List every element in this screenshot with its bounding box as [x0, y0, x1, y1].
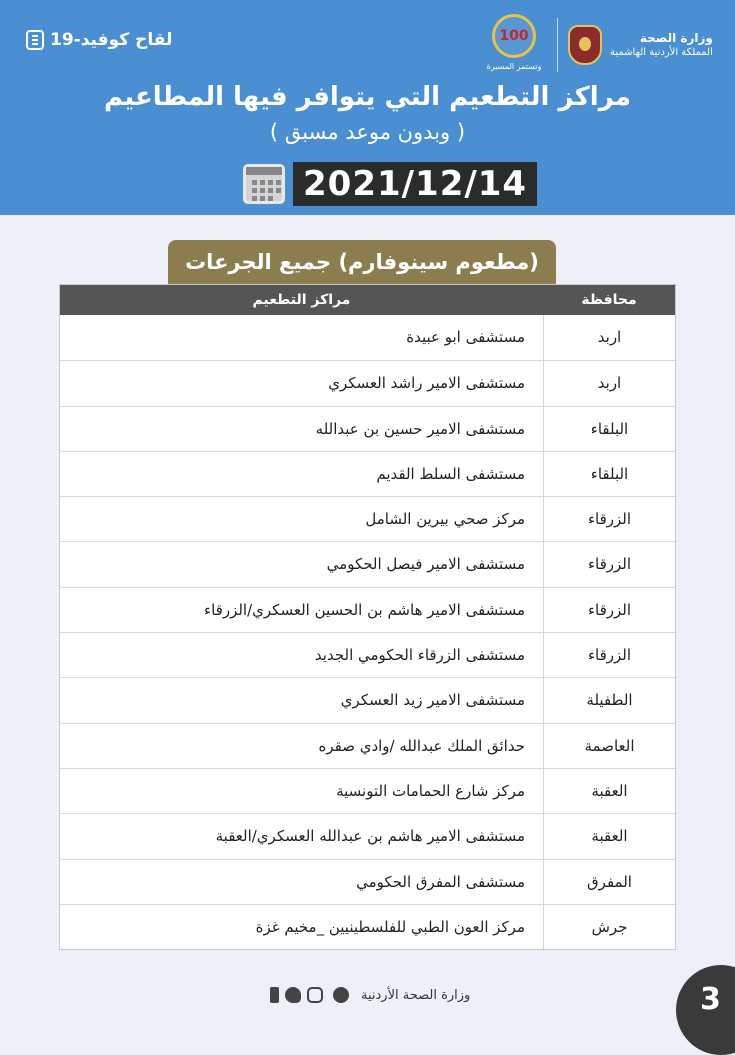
- centennial-logo-wrap: [485, 14, 543, 76]
- governorate-cell: الزرقاء: [543, 497, 675, 541]
- center-cell: مستشفى الامير راشد العسكري: [328, 374, 525, 393]
- governorate-cell: جرش: [543, 905, 675, 949]
- table-row: [60, 315, 675, 360]
- table-row: [60, 904, 675, 949]
- governorate-cell: العقبة: [543, 769, 675, 813]
- table-row: [60, 541, 675, 586]
- center-cell: مركز شارع الحمامات التونسية: [336, 781, 525, 800]
- center-cell: مركز صحي بيرين الشامل: [365, 510, 525, 529]
- ministry-text: [610, 30, 713, 60]
- footer: [270, 983, 470, 1007]
- governorate-cell: العقبة: [543, 814, 675, 858]
- centennial-number: 100: [499, 28, 529, 44]
- table-row: [60, 677, 675, 722]
- table-row: [60, 496, 675, 541]
- governorate-cell: اربد: [543, 315, 675, 360]
- center-cell: مستشفى السلط القديم: [376, 464, 525, 483]
- ministry-branding: [485, 14, 720, 76]
- header-center: مراكز التطعيم: [252, 292, 351, 308]
- table-body: [60, 315, 675, 949]
- governorate-cell: الزرقاء: [543, 633, 675, 677]
- twitter-icon[interactable]: [285, 987, 301, 1003]
- brand-divider: [557, 18, 558, 72]
- vaccine-document-icon: [26, 30, 44, 50]
- table-row: [60, 587, 675, 632]
- center-cell: مركز العون الطبي للفلسطينيين _مخيم غزة: [255, 917, 525, 936]
- date-label: 2021/12/14: [293, 162, 537, 206]
- governorate-cell: العاصمة: [543, 724, 675, 768]
- table-row: [60, 632, 675, 677]
- table-row: [60, 723, 675, 768]
- center-cell: مستشفى الامير فيصل الحكومي: [326, 555, 525, 574]
- governorate-cell: الزرقاء: [543, 588, 675, 632]
- kingdom-name: المملكة الأردنية الهاشمية: [610, 47, 713, 58]
- governorate-cell: الطفيلة: [543, 678, 675, 722]
- page-number: 3: [700, 982, 721, 1017]
- page-title: مراكز التطعيم التي يتوافر فيها المطاعيم: [104, 82, 631, 112]
- center-cell: مستشفى الامير زيد العسكري: [340, 691, 525, 710]
- governorate-cell: المفرق: [543, 860, 675, 904]
- table-row: [60, 813, 675, 858]
- calendar-icon: [243, 164, 285, 204]
- governorate-cell: البلقاء: [543, 407, 675, 451]
- table-row: [60, 406, 675, 451]
- center-cell: مستشفى الامير حسين بن عبدالله: [315, 419, 525, 438]
- governorate-cell: الزرقاء: [543, 542, 675, 586]
- footer-text: وزارة الصحة الأردنية: [361, 987, 471, 1003]
- page-subtitle: ( وبدون موعد مسبق ): [269, 120, 466, 144]
- date-row: [243, 160, 537, 208]
- jordan-crest-icon: [568, 25, 602, 65]
- center-cell: حدائق الملك عبدالله /وادي صقره: [318, 736, 525, 755]
- center-cell: مستشفى ابو عبيدة: [406, 328, 525, 346]
- vaccine-tag: [26, 30, 172, 50]
- table-row: [60, 451, 675, 496]
- table-row: [60, 859, 675, 904]
- section-banner: (مطعوم سينوفارم) جميع الجرعات: [168, 240, 556, 284]
- vaccination-centers-table: [59, 284, 676, 950]
- vaccine-tag-label: لقاح كوفيد-19: [50, 30, 173, 50]
- header-banner: [0, 0, 735, 215]
- center-cell: مستشفى المفرق الحكومي: [356, 872, 525, 891]
- governorate-cell: اربد: [543, 361, 675, 405]
- table-header: [60, 285, 675, 315]
- table-row: [60, 360, 675, 405]
- center-cell: مستشفى الامير هاشم بن عبدالله العسكري/العقبة: [215, 827, 525, 846]
- table-row: [60, 768, 675, 813]
- instagram-icon[interactable]: [307, 987, 323, 1003]
- globe-icon[interactable]: [333, 987, 349, 1003]
- centennial-logo: [492, 14, 536, 58]
- center-cell: مستشفى الزرقاء الحكومي الجديد: [314, 646, 525, 665]
- center-cell: مستشفى الامير هاشم بن الحسين العسكري/الزرقاء: [204, 600, 525, 619]
- centennial-caption: وتستمر المسيرة: [486, 62, 542, 71]
- header-governorate: محافظة: [581, 292, 637, 308]
- governorate-cell: البلقاء: [543, 452, 675, 496]
- facebook-icon[interactable]: [270, 987, 279, 1003]
- ministry-name: وزارة الصحة: [639, 31, 713, 45]
